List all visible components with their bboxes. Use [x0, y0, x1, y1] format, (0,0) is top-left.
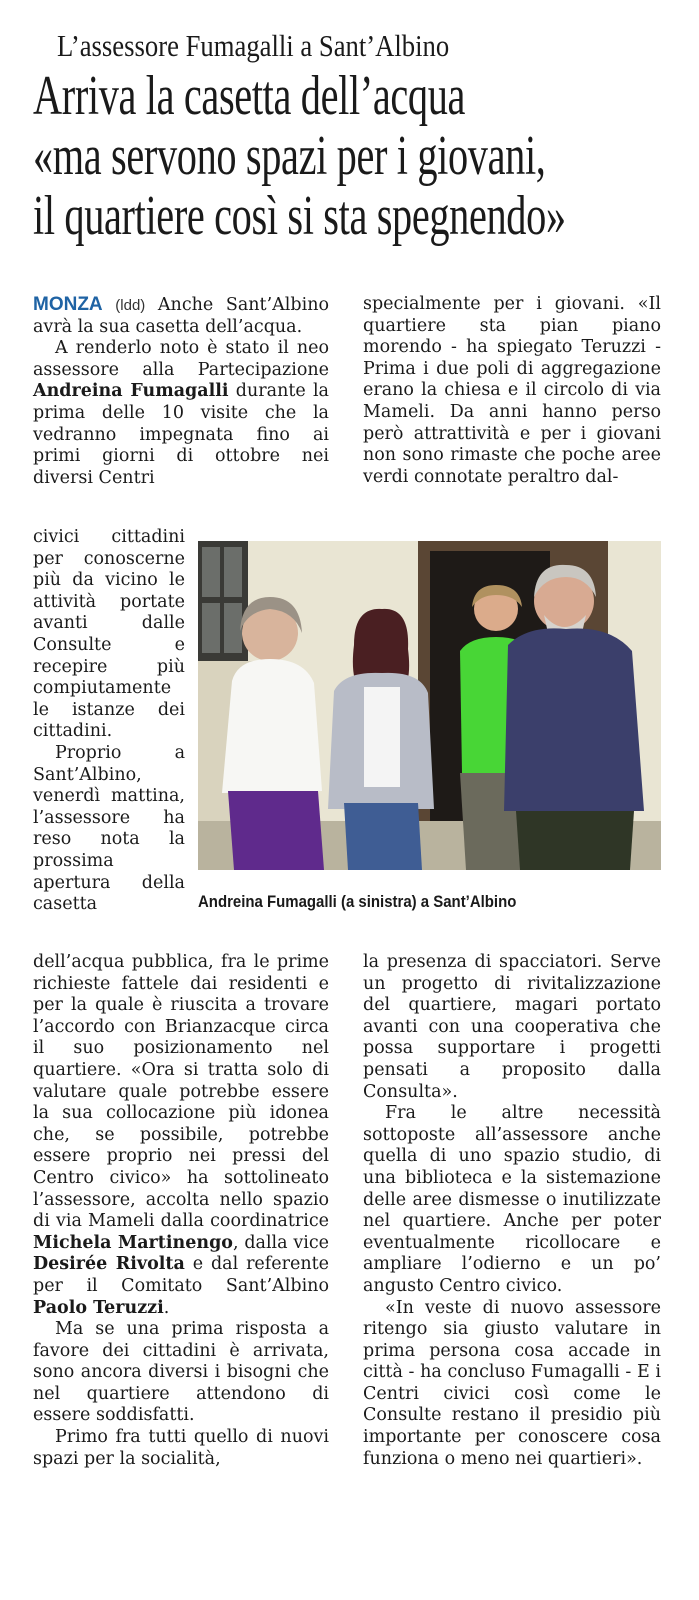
paragraph-5-continued: specialmente per i giovani. «Il quartiere sta pian piano morendo - ha spiegato Teruzzi - Prima i due poli di aggregazione erano la chiesa e il circolo di via Mameli. Da anni hanno perso però attrattività e per i giovani non sono rimaste che poche aree verdi connotate peraltro dal-: [363, 294, 661, 487]
paragraph-2: A renderlo noto è stato il neo assessore alla Partecipazione Andreina Fumagalli durante la prima delle 10 visite che la vedranno impegnata fino ai primi giorni di ottobre nei diversi Centri: [33, 338, 329, 488]
paragraph-6: Fra le altre necessità sottoposte all’assessore anche quella di uno spazio studio, di una biblioteca e la sistemazione delle aree dismesse o inutilizzate nel quartiere. Anche per poter eventualmente ricollocare e ampliare l’odierno e un po’ angusto Centro civico.: [363, 1103, 661, 1296]
paragraph-3-continued: dell’acqua pubblica, fra le prime richieste fattele dai residenti e per la quale è riuscita a trovare l’accordo con Brianzacque circa il suo posizionamento nel quartiere. «Ora si tratta solo di valutare quale potrebbe essere la sua collocazione più idonea che, se possibile, potrebbe essere proprio nei pressi del Centro civico» ha sottolineato l’assessore, accolta nello spazio di via Mameli dalla coordinatrice Michela Martinengo, dalla vice Desirée Rivolta e dal referente per il Comitato Sant’Albino Paolo Teruzzi.: [33, 952, 330, 1318]
person-name: Michela Martinengo: [33, 1232, 233, 1253]
column-1-top: [33, 294, 329, 489]
article-photo: [198, 541, 661, 870]
paragraph-5: Primo fra tutti quello di nuovi spazi per la socialità,: [33, 1427, 329, 1469]
person-name: Paolo Teruzzi: [33, 1297, 164, 1318]
group-photo-illustration: [198, 541, 661, 870]
paragraph-1: Anche Sant’Albino avrà la sua casetta dell’acqua.: [33, 295, 329, 337]
column-2-top: [363, 294, 661, 488]
column-1-narrow: [33, 527, 185, 916]
headline-line-3: il quartiere così si sta spegnendo»: [33, 185, 566, 247]
person-name: Andreina Fumagalli: [33, 381, 229, 402]
headline-line-2: «ma servono spazi per i giovani,: [33, 125, 546, 187]
column-1-bottom: [33, 952, 329, 1470]
article-headline: [33, 66, 699, 246]
headline-line-1: Arriva la casetta dell’acqua: [33, 65, 466, 127]
paragraph-4: Ma se una prima risposta a favore dei cittadini è arrivata, sono ancora diversi i bisogni che nel quartiere attendono di essere soddisfatti.: [33, 1319, 329, 1426]
paragraph-2-continued: civici cittadini per conoscerne più da vicino le attività portate avanti dalle Consulte e recepire più compiutamente le istanze dei cittadini.: [33, 527, 185, 742]
paragraph-3: Proprio a Sant’Albino, venerdì mattina, l’assessore ha reso nota la prossima apertura della casetta: [33, 742, 185, 915]
paragraph-5-end: la presenza di spacciatori. Serve un progetto di rivitalizzazione del quartiere, magari portato avanti con una cooperativa che possa supportare i progetti pensati a proposito dalla Consulta».: [363, 952, 661, 1102]
article-kicker: L’assessore Fumagalli a Sant’Albino: [57, 28, 450, 63]
column-2-bottom: [363, 952, 661, 1470]
dateline: MONZA: [33, 294, 103, 315]
byline: (ldd): [115, 297, 146, 314]
person-name: Desirée Rivolta: [33, 1254, 185, 1275]
paragraph-7: «In veste di nuovo assessore ritengo sia giusto valutare in prima persona cosa accade in città - ha concluso Fumagalli - E i Centri civici così come le Consulte restano il presidio più importante per conoscere cosa funziona o meno nei quartieri».: [363, 1297, 661, 1469]
photo-caption: Andreina Fumagalli (a sinistra) a Sant’Albino: [198, 892, 517, 911]
